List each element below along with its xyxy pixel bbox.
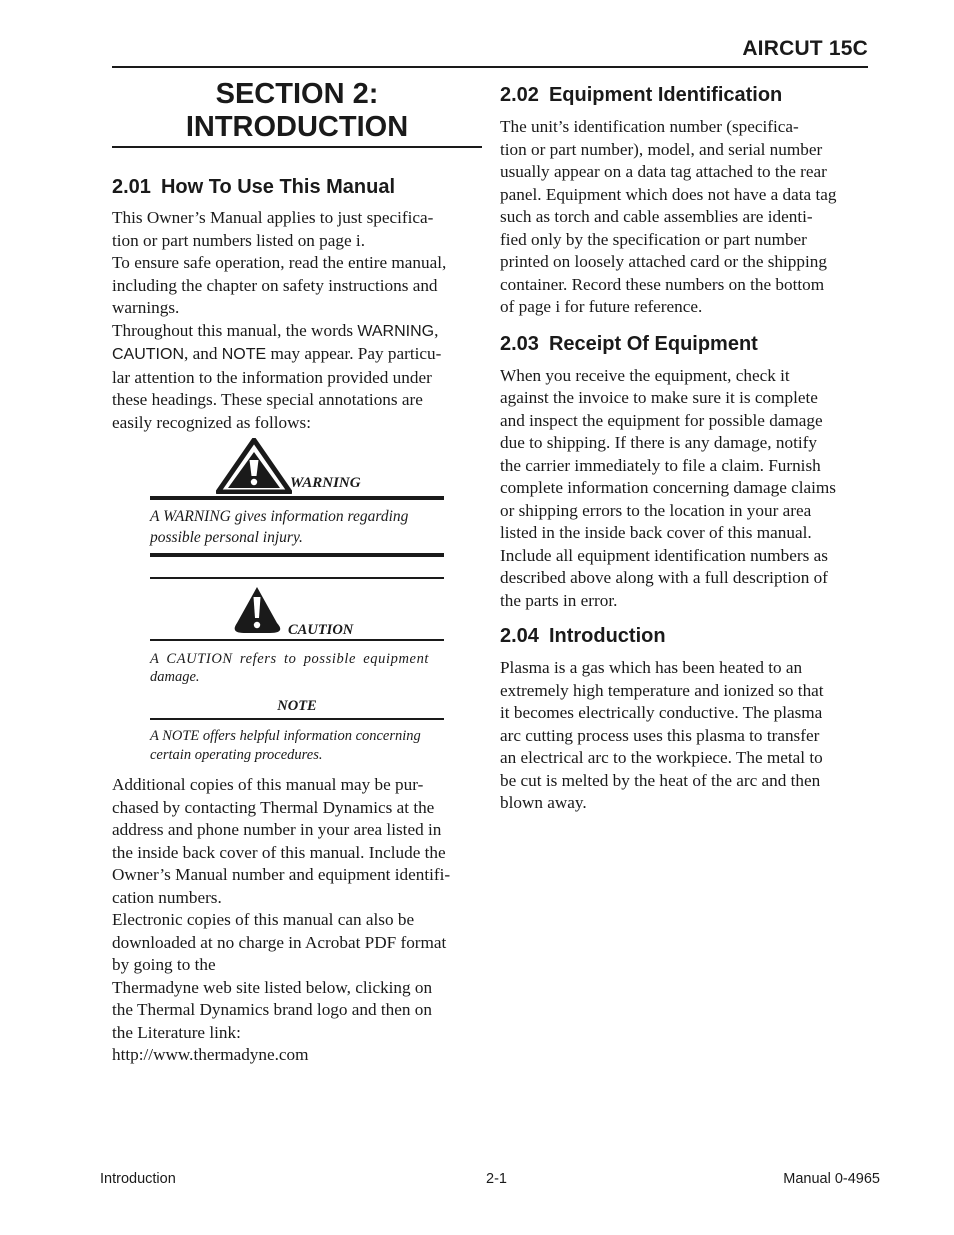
header-rule bbox=[112, 66, 868, 68]
text-line: the Thermal Dynamics brand logo and then on bbox=[112, 1000, 432, 1019]
text-line: the Literature link: bbox=[112, 1022, 241, 1042]
text-line: it becomes electrically conductive. The plasma bbox=[500, 703, 823, 722]
right-column bbox=[500, 82, 870, 815]
text-line: extremely high temperature and ionized so that bbox=[500, 680, 824, 700]
text-line: address and phone number in your area listed in bbox=[112, 820, 442, 839]
heading-2-04 bbox=[500, 623, 870, 649]
text-line: Include all equipment identification numbers as bbox=[500, 545, 828, 565]
text-line: chased by contacting Thermal Dynamics at the bbox=[112, 797, 435, 817]
footer-page-number: 2-1 bbox=[486, 1171, 507, 1187]
heading-text: Receipt Of Equipment bbox=[548, 332, 758, 355]
text-line: complete information concerning damage claims bbox=[500, 478, 836, 497]
heading-number: 2.01 bbox=[112, 176, 151, 198]
text-fragment: may appear. Pay particu- bbox=[266, 344, 442, 363]
text-line: A CAUTION refers to possible equipment bbox=[150, 651, 430, 667]
text-line: possible personal injury. bbox=[150, 529, 303, 546]
caution-block bbox=[150, 577, 444, 765]
text-line: or shipping errors to the location in your area bbox=[500, 500, 812, 520]
text-line: Additional copies of this manual may be pur- bbox=[112, 775, 424, 794]
section-title-line1: SECTION 2: bbox=[215, 78, 379, 110]
heading-text: Equipment Identification bbox=[548, 84, 783, 106]
caution-label: CAUTION bbox=[288, 622, 354, 638]
warning-bottom-rule bbox=[150, 553, 444, 557]
paragraph-annotations bbox=[112, 320, 482, 435]
text-line: and inspect the equipment for possible damage bbox=[500, 410, 823, 430]
text-line: be cut is melted by the heat of the arc and then bbox=[500, 770, 821, 790]
keyword-note: NOTE bbox=[221, 346, 267, 363]
warning-block bbox=[150, 438, 444, 557]
keyword-caution: CAUTION bbox=[112, 346, 184, 363]
text-line: tion or part numbers listed on page i. bbox=[112, 230, 365, 250]
text-line: by going to the bbox=[112, 955, 216, 974]
text-line: arc cutting process uses this plasma to transfer bbox=[500, 725, 820, 745]
heading-text: Introduction bbox=[548, 625, 666, 647]
caution-text bbox=[150, 641, 444, 696]
text-fragment: Throughout this manual, the words bbox=[112, 320, 358, 340]
text-line: fied only by the specification or part number bbox=[500, 229, 807, 249]
text-line: Thermadyne web site listed below, clicking on bbox=[112, 977, 433, 997]
caution-header bbox=[150, 579, 444, 639]
section-title-line2: INTRODUCTION bbox=[185, 111, 409, 143]
text-line: including the chapter on safety instructions and bbox=[112, 275, 438, 295]
paragraph-applies bbox=[112, 207, 482, 252]
website-link[interactable]: http://www.thermadyne.com bbox=[112, 1045, 309, 1064]
text-line: container. Record these numbers on the bottom bbox=[500, 274, 825, 294]
text-line: certain operating procedures. bbox=[150, 747, 323, 763]
heading-2-02 bbox=[500, 82, 870, 108]
section-title bbox=[112, 78, 482, 148]
paragraph-introduction bbox=[500, 657, 870, 815]
text-line: When you receive the equipment, check it bbox=[500, 365, 790, 385]
heading-text: How To Use This Manual bbox=[160, 176, 396, 198]
paragraph-additional-copies bbox=[112, 774, 482, 909]
text-line: The unit’s identification number (specifica- bbox=[500, 117, 799, 136]
text-line: an electrical arc to the workpiece. The metal to bbox=[500, 748, 823, 767]
text-line: downloaded at no charge in Acrobat PDF format bbox=[112, 932, 447, 952]
text-line: tion or part number), model, and serial number bbox=[500, 139, 823, 159]
left-column bbox=[112, 78, 482, 1067]
text-line: the parts in error. bbox=[500, 590, 618, 610]
warning-label: WARNING bbox=[290, 475, 361, 491]
text-line: damage. bbox=[150, 669, 200, 685]
note-text bbox=[150, 720, 444, 765]
text-line bbox=[112, 343, 482, 367]
text-line: panel. Equipment which does not have a data tag bbox=[500, 184, 837, 204]
text-line: the carrier immediately to file a claim. Furnish bbox=[500, 455, 821, 475]
text-line: warnings. bbox=[112, 298, 180, 317]
note-label: NOTE bbox=[277, 698, 317, 714]
text-line: Electronic copies of this manual can also be bbox=[112, 910, 415, 929]
text-line bbox=[112, 320, 482, 344]
text-line: of page i for future reference. bbox=[500, 297, 703, 316]
text-fragment: , and bbox=[184, 344, 222, 363]
warning-triangle-icon bbox=[216, 438, 292, 494]
text-line: Owner’s Manual number and equipment identifi- bbox=[112, 865, 451, 884]
text-line: A NOTE offers helpful information concerning bbox=[150, 728, 421, 744]
text-line: Plasma is a gas which has been heated to an bbox=[500, 658, 803, 677]
heading-number: 2.03 bbox=[500, 332, 539, 355]
heading-2-01 bbox=[112, 174, 482, 200]
caution-exclamation-icon bbox=[230, 585, 288, 635]
paragraph-receipt bbox=[500, 365, 870, 613]
keyword-warning: WARNING bbox=[357, 322, 435, 340]
text-line: printed on loosely attached card or the shipping bbox=[500, 252, 827, 271]
footer-manual-number: Manual 0-4965 bbox=[783, 1171, 880, 1187]
paragraph-safe-operation bbox=[112, 252, 482, 320]
text-line: the inside back cover of this manual. Include the bbox=[112, 842, 446, 862]
text-line: lar attention to the information provided under bbox=[112, 367, 432, 387]
text-line: these headings. These special annotations are bbox=[112, 390, 423, 409]
text-line: cation numbers. bbox=[112, 887, 222, 907]
text-fragment: , bbox=[434, 320, 439, 340]
warning-header bbox=[150, 438, 444, 496]
text-line: against the invoice to make sure it is complete bbox=[500, 388, 818, 407]
heading-number: 2.02 bbox=[500, 84, 539, 106]
text-line: such as torch and cable assemblies are identi- bbox=[500, 207, 813, 226]
text-line: easily recognized as follows: bbox=[112, 412, 312, 432]
text-line: blown away. bbox=[500, 793, 587, 812]
warning-text bbox=[150, 500, 444, 553]
paragraph-equipment-identification bbox=[500, 116, 870, 319]
text-line: A WARNING gives information regarding bbox=[150, 508, 409, 525]
text-line: listed in the inside back cover of this manual. bbox=[500, 523, 812, 542]
header-title: AIRCUT 15C bbox=[742, 37, 868, 60]
paragraph-electronic-copies bbox=[112, 909, 482, 1067]
text-line: due to shipping. If there is any damage, notify bbox=[500, 433, 817, 452]
text-line: To ensure safe operation, read the entire manual, bbox=[112, 253, 447, 272]
text-line: This Owner’s Manual applies to just specifica- bbox=[112, 208, 434, 227]
text-line: usually appear on a data tag attached to the rear bbox=[500, 162, 827, 181]
heading-2-03 bbox=[500, 331, 870, 357]
heading-number: 2.04 bbox=[500, 625, 539, 647]
text-line: described above along with a full description of bbox=[500, 568, 828, 587]
footer-section-name: Introduction bbox=[100, 1171, 176, 1187]
